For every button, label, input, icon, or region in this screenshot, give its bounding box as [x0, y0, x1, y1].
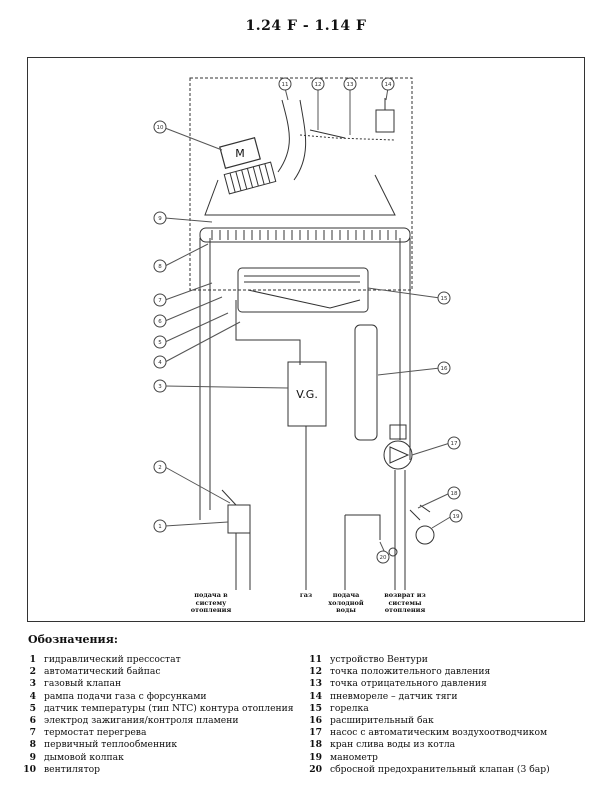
legend-item	[306, 764, 550, 776]
callout-2	[154, 461, 166, 473]
svg-text:18: 18	[450, 491, 458, 497]
legend-number: 20	[309, 763, 322, 775]
legend-number: 8	[29, 739, 36, 751]
legend-item	[20, 727, 294, 739]
legend-text: автоматический байпас	[44, 666, 161, 678]
svg-text:15: 15	[440, 296, 448, 302]
legend-number: 4	[29, 690, 36, 702]
svg-text:11: 11	[281, 82, 289, 88]
svg-text:6: 6	[158, 319, 162, 325]
legend-text: горелка	[330, 702, 369, 714]
legend-item	[20, 678, 294, 690]
legend-number: 1	[29, 654, 36, 665]
label-gas: газ	[299, 591, 313, 599]
callout-7	[154, 294, 166, 306]
legend-text: сбросной предохранительный клапан (3 бар)	[330, 763, 550, 775]
svg-text:10: 10	[156, 125, 164, 131]
callout-1	[154, 520, 166, 532]
legend-text: дымовой колпак	[44, 751, 124, 763]
legend-number: 3	[29, 678, 36, 690]
legend-text: вентилятор	[44, 763, 101, 775]
valve-label: V.G.	[296, 388, 318, 401]
legend-item	[20, 752, 294, 764]
legend-number: 14	[309, 690, 322, 702]
legend-text: гидравлический прессостат	[44, 654, 181, 665]
legend-text: первичный теплообменник	[44, 739, 178, 751]
svg-text:4: 4	[158, 360, 162, 366]
callout-15	[438, 292, 450, 304]
legend-text: кран слива воды из котла	[330, 739, 456, 751]
svg-text:5: 5	[158, 340, 162, 346]
legend-text: термостат перегрева	[44, 727, 147, 739]
legend-number: 2	[29, 666, 36, 678]
legend-item	[20, 764, 294, 776]
callout-5	[154, 336, 166, 348]
callout-12	[312, 78, 324, 90]
callout-10	[154, 121, 166, 133]
legend-text: датчик температуры (тип NTC) контура отопления	[44, 702, 294, 714]
callout-18	[448, 487, 460, 499]
svg-text:16: 16	[440, 366, 448, 372]
legend-text: насос с автоматическим воздухоотводчиком	[330, 727, 548, 739]
legend-item	[20, 703, 294, 715]
legend-text: газовый клапан	[44, 678, 122, 690]
legend-item	[20, 739, 294, 751]
hydraulic-pressostat	[228, 505, 250, 533]
legend-column-left	[20, 654, 294, 776]
legend-text: электрод зажигания/контроля пламени	[44, 715, 239, 727]
heat-exchanger	[200, 228, 410, 242]
legend-number: 7	[29, 727, 36, 739]
svg-text:2: 2	[158, 465, 162, 471]
legend-item	[306, 703, 550, 715]
legend-number: 13	[309, 678, 322, 690]
legend-item	[306, 727, 550, 739]
svg-text:13: 13	[346, 82, 354, 88]
callout-17	[448, 437, 460, 449]
legend-item	[306, 666, 550, 678]
legend-number: 16	[309, 715, 322, 727]
svg-text:19: 19	[452, 514, 460, 520]
pressure-switch	[376, 110, 394, 132]
page-title: 1.24 F - 1.14 F	[245, 18, 367, 34]
callout-leaders	[165, 88, 452, 553]
heating-pipes	[200, 238, 410, 520]
svg-text:17: 17	[450, 441, 458, 447]
legend-item	[306, 678, 550, 690]
callout-16	[438, 362, 450, 374]
svg-text:8: 8	[158, 264, 162, 270]
callout-11	[279, 78, 291, 90]
legend-number: 5	[29, 702, 36, 714]
legend-text: рампа подачи газа с форсунками	[44, 690, 207, 702]
legend-text: устройство Вентури	[330, 654, 428, 665]
legend-item	[20, 654, 294, 666]
callout-13	[344, 78, 356, 90]
motor-label: M	[235, 147, 245, 160]
venturi	[278, 100, 306, 180]
legend-text: точка положительного давления	[330, 666, 491, 678]
legend-number: 9	[29, 751, 36, 763]
legend-item	[306, 654, 550, 666]
label-heating-return: возврат из системы отопления	[384, 591, 426, 614]
legend-heading: Обозначения:	[28, 633, 118, 646]
legend-number: 11	[309, 654, 322, 665]
manometer	[416, 526, 434, 544]
callout-6	[154, 315, 166, 327]
svg-text:20: 20	[379, 555, 387, 561]
legend-number: 18	[309, 739, 322, 751]
callout-8	[154, 260, 166, 272]
legend-number: 15	[309, 702, 322, 714]
callout-14	[382, 78, 394, 90]
legend-number: 17	[309, 727, 322, 739]
svg-text:9: 9	[158, 216, 162, 222]
legend-text: пневмореле – датчик тяги	[330, 690, 458, 702]
callout-4	[154, 356, 166, 368]
legend-number: 12	[309, 666, 322, 678]
expansion-tank	[355, 325, 377, 440]
flue-hood	[205, 175, 395, 215]
svg-text:7: 7	[158, 298, 162, 304]
legend-item	[306, 752, 550, 764]
legend-number: 10	[23, 763, 36, 775]
callout-3	[154, 380, 166, 392]
legend-column-right	[306, 654, 550, 776]
legend-number: 19	[309, 751, 322, 763]
legend-text: расширительный бак	[330, 715, 434, 727]
callout-9	[154, 212, 166, 224]
legend-text: манометр	[330, 751, 378, 763]
callout-19	[450, 510, 462, 522]
label-heating-supply: подача в систему отопления	[190, 591, 232, 614]
legend-item	[306, 691, 550, 703]
svg-text:12: 12	[314, 82, 322, 88]
svg-text:14: 14	[384, 82, 392, 88]
legend-item	[306, 739, 550, 751]
label-cold-water: подача холодной воды	[328, 591, 364, 614]
legend-item	[20, 715, 294, 727]
svg-text:3: 3	[158, 384, 162, 390]
callout-20	[377, 551, 389, 563]
legend-text: точка отрицательного давления	[330, 678, 487, 690]
legend-item	[20, 691, 294, 703]
legend-item	[20, 666, 294, 678]
legend-number: 6	[29, 715, 36, 727]
legend-item	[306, 715, 550, 727]
svg-text:1: 1	[158, 524, 162, 530]
